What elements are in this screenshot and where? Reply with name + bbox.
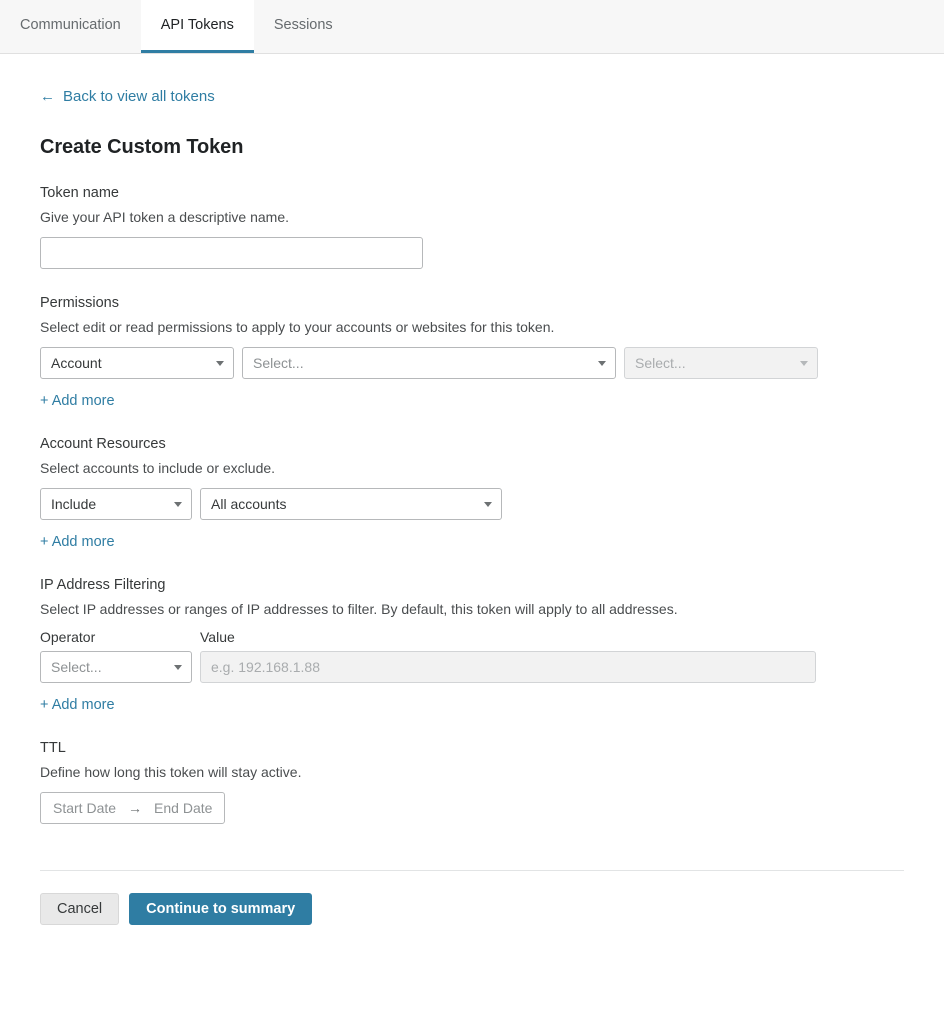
ttl-start-date[interactable]: Start Date [53,800,117,816]
tab-label: API Tokens [160,17,234,33]
back-to-tokens-link[interactable] [40,88,215,105]
ip-filtering-add-more-button[interactable] [40,697,115,713]
account-resources-mode-select[interactable] [40,488,192,520]
permissions-description: Select edit or read permissions to apply to your accounts or websites for this token. [40,319,555,335]
permission-resource-value: Select... [253,355,304,371]
chevron-down-icon [174,502,182,507]
tab-communication[interactable] [0,0,141,53]
permission-level-select [624,347,818,379]
permission-resource-select[interactable] [242,347,616,379]
ttl-date-range-picker[interactable] [40,792,225,824]
token-name-description: Give your API token a descriptive name. [40,209,290,225]
permissions-label: Permissions [40,295,119,311]
section-account-resources [40,436,904,551]
account-resources-label: Account Resources [40,436,166,452]
tab-api-tokens[interactable] [141,0,254,53]
value-label: Value [200,629,235,645]
ip-filtering-label: IP Address Filtering [40,577,166,593]
ip-filtering-description: Select IP addresses or ranges of IP addresses to filter. By default, this token will apply to all addresses. [40,601,678,617]
tab-bar [0,0,944,54]
page-title: Create Custom Token [40,136,244,158]
page-content [0,54,944,955]
chevron-down-icon [484,502,492,507]
add-more-label: + Add more [40,393,115,409]
continue-to-summary-button[interactable]: Continue to summary [129,893,312,925]
account-resources-add-more-button[interactable] [40,534,115,550]
add-more-label: + Add more [40,534,115,550]
operator-label: Operator [40,629,96,645]
cancel-button[interactable]: Cancel [40,893,119,925]
ttl-description: Define how long this token will stay active. [40,764,302,780]
chevron-down-icon [598,361,606,366]
ttl-label: TTL [40,740,66,756]
add-more-label: + Add more [40,697,115,713]
permissions-row [40,347,904,379]
permission-scope-select[interactable] [40,347,234,379]
account-resources-row [40,488,904,520]
tab-sessions[interactable] [254,0,353,53]
permissions-add-more-button[interactable] [40,393,115,409]
chevron-down-icon [174,665,182,670]
token-name-input[interactable] [40,237,423,269]
arrow-left-icon: ← [40,88,55,105]
tab-label: Sessions [273,17,333,33]
account-resources-mode-value: Include [51,496,97,512]
arrow-right-icon: → [128,800,143,816]
ip-operator-select[interactable] [40,651,192,683]
back-link-label: Back to view all tokens [63,88,215,105]
account-resources-description: Select accounts to include or exclude. [40,460,276,476]
section-token-name [40,185,904,269]
section-permissions [40,295,904,410]
permission-level-value: Select... [635,355,686,371]
footer-divider [40,870,904,871]
tab-label: Communication [20,17,121,33]
chevron-down-icon [800,361,808,366]
ip-filtering-row [40,651,904,683]
ip-operator-value: Select... [51,659,102,675]
footer-actions [40,893,904,955]
token-name-label: Token name [40,185,119,201]
section-ttl [40,740,904,824]
ttl-end-date[interactable]: End Date [154,800,213,816]
permission-scope-value: Account [51,355,102,371]
section-ip-filtering [40,577,904,714]
account-resources-target-select[interactable] [200,488,502,520]
account-resources-target-value: All accounts [211,496,287,512]
ip-filtering-field-labels [40,629,904,645]
chevron-down-icon [216,361,224,366]
ip-value-input[interactable] [200,651,816,683]
